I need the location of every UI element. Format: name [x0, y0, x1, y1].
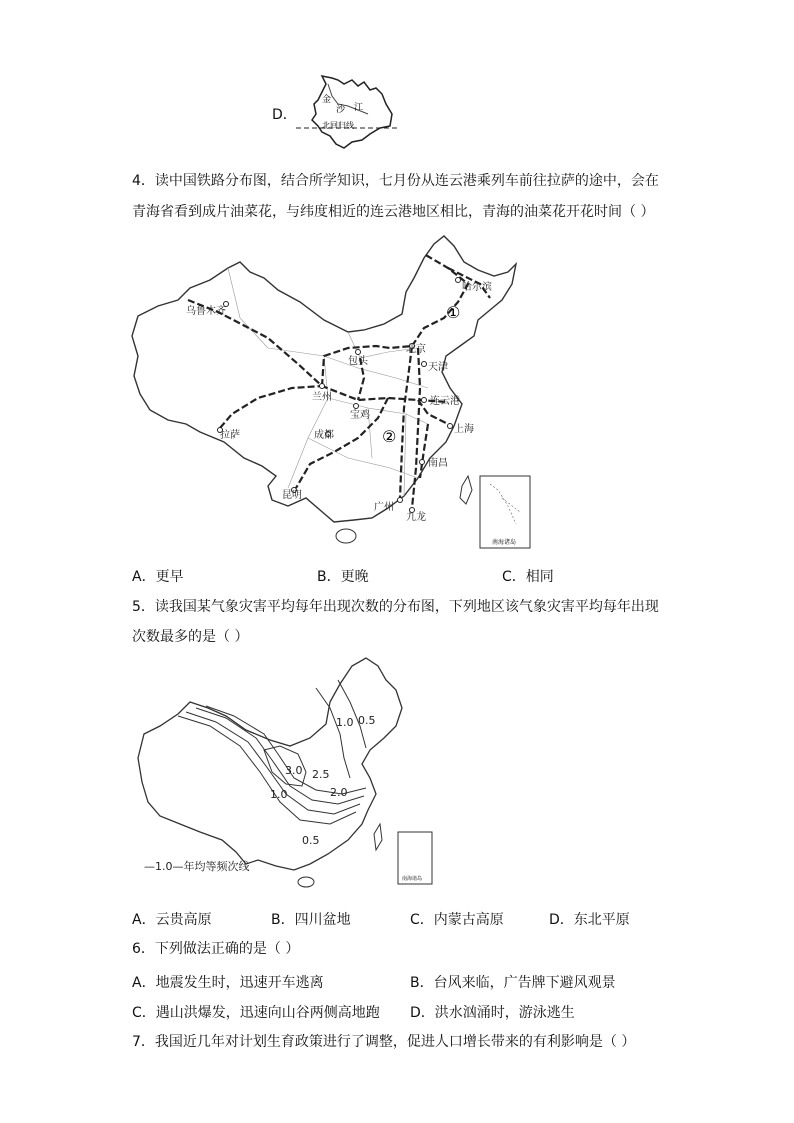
q5-option-a[interactable]: A．云贵高原 — [132, 912, 212, 928]
south-sea-inset — [480, 476, 530, 548]
label-lianyungang: 连云港 — [430, 396, 460, 407]
marker-2: ② — [382, 427, 397, 446]
label-nanchang: 南昌 — [428, 458, 448, 469]
q5-stem-line2: 次数最多的是（ ） — [132, 629, 249, 645]
iso-0-5-a: 0.5 — [358, 714, 376, 727]
china-railway-map — [128, 228, 538, 550]
iso-1-0-b: 1.0 — [270, 788, 288, 801]
yunnan-outline — [312, 76, 392, 148]
q6-stem: 6．下列做法正确的是（ ） — [132, 941, 300, 957]
q5-option-c[interactable]: C．内蒙古高原 — [410, 912, 504, 928]
label-baotou: 包头 — [348, 356, 368, 367]
label-beijing: 北京 — [406, 344, 426, 355]
iso-2-5: 2.5 — [312, 768, 330, 781]
map-label-tropic: 北回归线 — [322, 121, 354, 130]
map-label-sha: 沙 — [336, 105, 346, 115]
q4-stem-line1: 4．读中国铁路分布图，结合所学知识，七月份从连云港乘列车前往拉萨的途中，会在 — [132, 173, 659, 189]
q6-option-a[interactable]: A．地震发生时，迅速开车逃离 — [132, 975, 324, 991]
taiwan — [460, 476, 472, 504]
label-chengdu: 成都 — [314, 430, 334, 441]
isolines — [178, 680, 366, 824]
q5-option-b[interactable]: B．四川盆地 — [271, 912, 351, 928]
q7-stem: 7．我国近几年对计划生育政策进行了调整，促进人口增长带来的有利影响是（ ） — [132, 1034, 636, 1050]
q3-option-d-map — [292, 70, 402, 152]
iso-0-5-b: 0.5 — [302, 834, 320, 847]
map-label-jin: 金 — [322, 95, 332, 105]
q6-option-d[interactable]: D．洪水汹涌时，游泳逃生 — [410, 1005, 575, 1021]
label-lanzhou: 兰州 — [312, 392, 332, 403]
q3-option-d-letter: D． — [272, 107, 297, 123]
railway-lines — [188, 254, 490, 508]
q6-option-c[interactable]: C．遇山洪爆发，迅速向山谷两侧高地跑 — [132, 1005, 380, 1021]
iso-1-0-a: 1.0 — [336, 716, 354, 729]
map-label-jiang: 江 — [354, 103, 364, 113]
label-lhasa: 拉萨 — [220, 430, 240, 441]
label-kunming: 昆明 — [282, 490, 302, 501]
label-kowloon: 九龙 — [406, 512, 426, 523]
label-baoji: 宝鸡 — [350, 410, 370, 421]
svg-text:南海诸岛: 南海诸岛 — [402, 876, 423, 882]
province-lines — [228, 268, 428, 496]
hainan — [336, 529, 356, 543]
q4-stem-line2: 青海省看到成片油菜花，与纬度相近的连云港地区相比，青海的油菜花开花时间（ ） — [132, 204, 655, 220]
q6-option-b[interactable]: B．台风来临，广告牌下避风观景 — [410, 975, 616, 991]
station-dots — [218, 278, 461, 513]
label-guangzhou: 广州 — [374, 502, 394, 513]
q4-option-c[interactable]: C．相同 — [502, 569, 554, 585]
iso-3-0: 3.0 — [285, 764, 303, 777]
q5-option-d[interactable]: D．东北平原 — [549, 912, 630, 928]
iso-2-0: 2.0 — [330, 786, 348, 799]
label-tianjin: 天津 — [428, 362, 448, 373]
label-harbin: 哈尔滨 — [462, 282, 492, 293]
disaster-frequency-map — [130, 654, 440, 894]
map-legend: —1.0—年均等频次线 — [144, 860, 250, 873]
q4-option-a[interactable]: A．更早 — [132, 569, 184, 585]
label-shanghai: 上海 — [454, 424, 474, 435]
q4-option-b[interactable]: B．更晚 — [317, 569, 369, 585]
q5-stem-line1: 5．读我国某气象灾害平均每年出现次数的分布图，下列地区该气象灾害平均每年出现 — [132, 599, 659, 615]
inset-label: 南海诸岛 — [492, 539, 517, 546]
marker-1: ① — [446, 303, 461, 322]
label-urumqi: 乌鲁木齐 — [186, 306, 226, 317]
china-outline-5 — [138, 658, 402, 870]
